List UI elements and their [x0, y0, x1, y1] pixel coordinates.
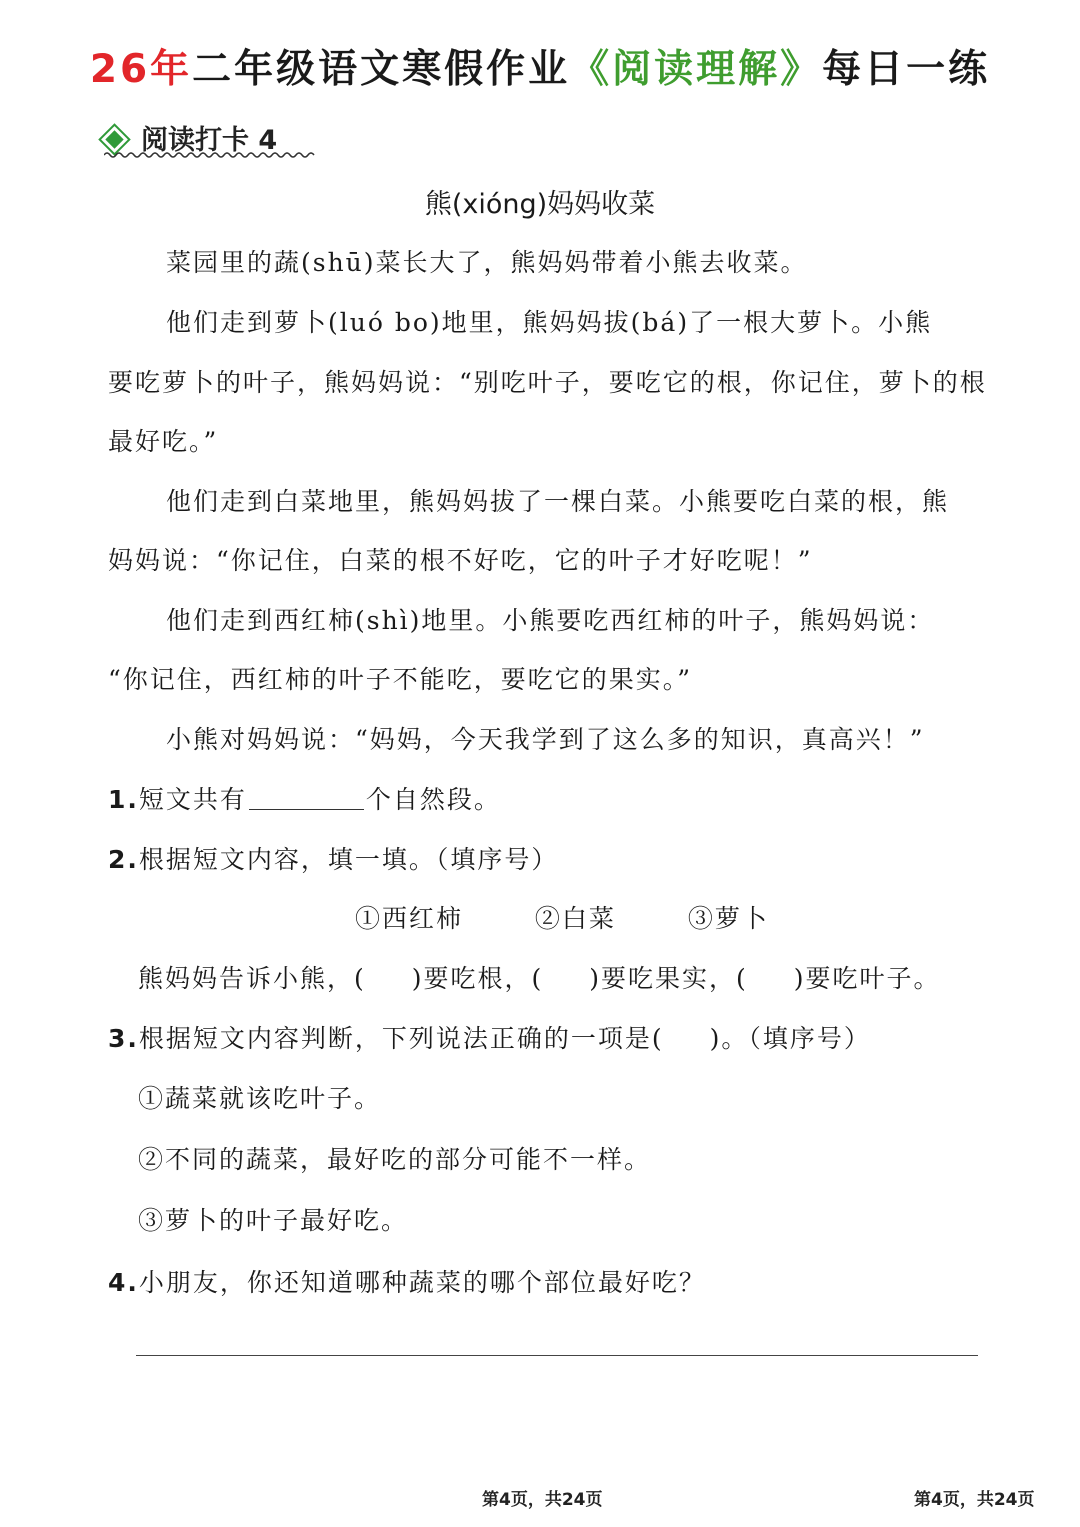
story-line: 菜园里的蔬(shū)菜长大了，熊妈妈带着小熊去收菜。: [166, 248, 808, 277]
page-number-right: 第4页，共24页: [914, 1490, 1035, 1510]
section-label: 阅读打卡 4: [141, 125, 278, 156]
fill-sentence: [138, 959, 941, 995]
question-text: 根据短文内容判断，下列说法正确的一项是(: [138, 1024, 664, 1053]
title-subject: 《阅读理解》: [570, 47, 823, 92]
choice-item: ②不同的蔬菜，最好吃的部分可能不一样。: [138, 1145, 652, 1174]
question-text: 小朋友，你还知道哪种蔬菜的哪个部位最好吃？: [138, 1268, 706, 1297]
option-item: ③萝卜: [687, 904, 769, 933]
question-text: 个自然段。: [365, 785, 501, 814]
question-number: 1.: [108, 785, 139, 814]
choice-item: ①蔬菜就该吃叶子。: [138, 1084, 382, 1113]
question-4: [108, 1263, 706, 1299]
story-line: 他们走到白菜地里，熊妈妈拔了一棵白菜。小熊要吃白菜的根，熊: [166, 487, 950, 516]
answer-line[interactable]: [136, 1355, 978, 1356]
question-number: 3.: [108, 1024, 139, 1053]
story-line: 要吃萝卜的叶子，熊妈妈说：“别吃叶子，要吃它的根，你记住，萝卜的根: [108, 368, 987, 397]
choice-item: ③萝卜的叶子最好吃。: [138, 1206, 409, 1235]
fill-text: 熊妈妈告诉小熊，(: [138, 964, 366, 993]
question-3: [108, 1019, 871, 1055]
fill-text: )要吃果实，(: [589, 964, 748, 993]
story-line: 最好吃。”: [108, 427, 219, 456]
question-2: [108, 840, 558, 876]
story-line: “你记住，西红柿的叶子不能吃，要吃它的果实。”: [108, 665, 693, 694]
title-year: 26年: [89, 47, 193, 92]
question-1: [108, 780, 501, 816]
story-line: 小熊对妈妈说：“妈妈，今天我学到了这么多的知识，真高兴！”: [166, 725, 925, 754]
story-line: 他们走到萝卜(luó bo)地里，熊妈妈拔(bá)了一根大萝卜。小熊: [166, 308, 933, 337]
question-text: 根据短文内容，填一填。（填序号）: [138, 845, 559, 874]
option-item: ②白菜: [534, 904, 616, 933]
story-line: 妈妈说：“你记住，白菜的根不好吃，它的叶子才好吃呢！”: [108, 546, 813, 575]
fill-text: )要吃根，(: [411, 964, 544, 993]
story-line: 他们走到西红柿(shì)地里。小熊要吃西红柿的叶子，熊妈妈说：: [166, 606, 935, 635]
fill-text: )要吃叶子。: [793, 964, 941, 993]
diamond-icon: [105, 130, 123, 148]
answer-blank[interactable]: [249, 789, 364, 810]
option-item: ①西红柿: [355, 904, 464, 933]
page-title: [0, 38, 1080, 94]
option-list: [355, 899, 769, 935]
page-number-center: 第4页，共24页: [482, 1490, 603, 1510]
question-number: 2.: [108, 845, 139, 874]
story-title: 熊(xióng)妈妈收菜: [424, 189, 656, 220]
question-text: )。（填序号）: [709, 1024, 871, 1053]
wavy-underline: [104, 150, 316, 160]
title-daily: 每日一练: [822, 47, 991, 92]
question-number: 4.: [108, 1268, 139, 1297]
question-text: 短文共有: [138, 785, 247, 814]
title-main: 二年级语文寒假作业: [192, 47, 571, 92]
